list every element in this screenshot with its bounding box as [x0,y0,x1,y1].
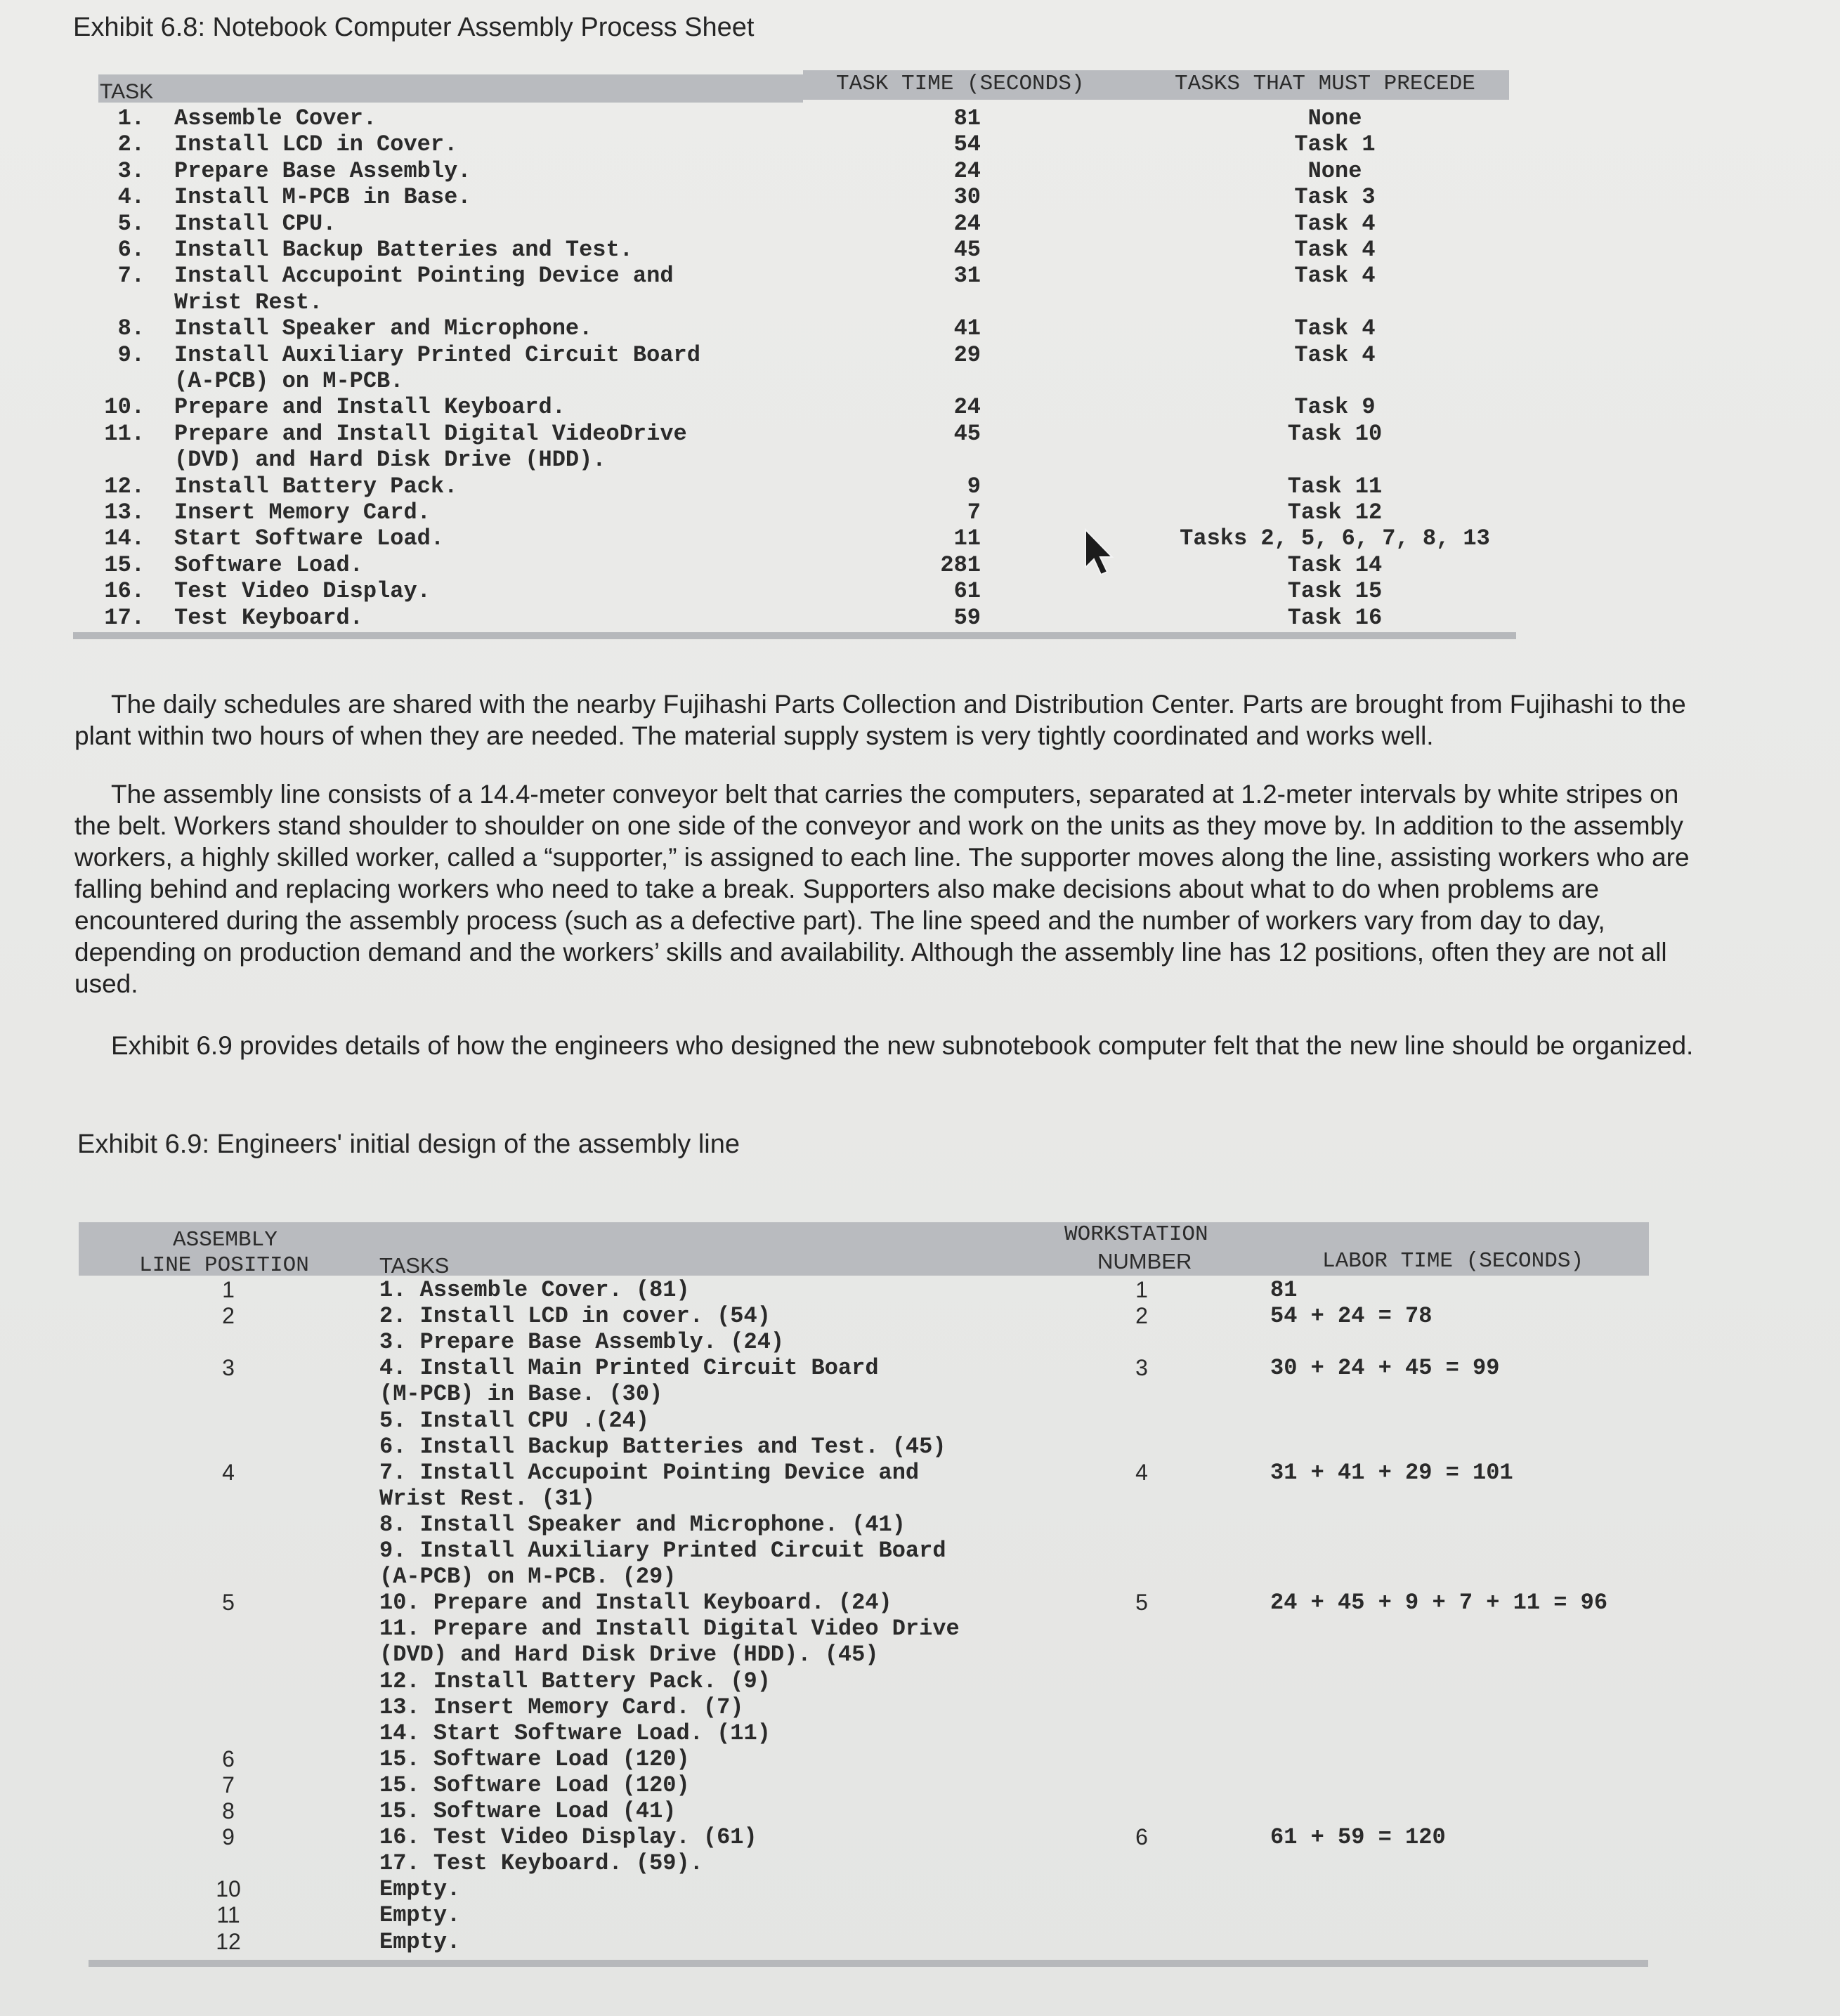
header-assembly: ASSEMBLY [173,1228,278,1252]
task-description: Insert Memory Card. [174,499,431,525]
table-bottom-rule [73,632,1516,639]
task-predecessors: Task 4 [1294,210,1376,237]
task-number: 6. [117,237,145,263]
task-number: 13. [104,499,145,525]
task-number: 17. [104,604,145,631]
exhibit-6-8-title: Exhibit 6.8: Notebook Computer Assembly Process Sheet [73,13,755,42]
paragraph-supply: The daily schedules are shared with the nearby Fujihashi Parts Collection and Distribution Center. Parts are brought from Fujihashi to the plant within two hours of when they are needed. The material supply system is very tightly coordinated and works well. [74,690,1686,750]
task-predecessors: Task 11 [1287,473,1383,499]
workstation-number: 5 [1135,1590,1148,1616]
line-position: 7 [222,1772,235,1798]
task-line: 16. Test Video Display. (61) [379,1824,757,1851]
task-description: Install Auxiliary Printed Circuit Board [174,341,700,368]
task-predecessors: Task 12 [1287,499,1383,525]
task-number: 14. [104,525,145,552]
task-number: 10. [104,394,145,421]
task-line: 11. Prepare and Install Digital Video Drive [379,1616,960,1642]
task-description: Install LCD in Cover. [174,131,458,158]
workstation-number: 1 [1135,1277,1148,1302]
task-predecessors: Task 14 [1287,551,1383,578]
task-line: 7. Install Accupoint Pointing Device and [379,1459,920,1486]
task-time: 24 [953,210,981,237]
task-line: 14. Start Software Load. (11) [379,1720,771,1746]
task-number: 2. [117,131,145,158]
header-line-position: LINE POSITION [139,1253,309,1278]
task-description: Install M-PCB in Base. [174,184,471,211]
task-description: (DVD) and Hard Disk Drive (HDD). [174,447,606,473]
task-number: 12. [104,473,145,499]
line-position: 1 [222,1277,235,1302]
task-time: 31 [953,263,981,289]
task-predecessors: Task 16 [1287,604,1383,631]
task-predecessors: None [1307,105,1362,131]
task-line: 8. Install Speaker and Microphone. (41) [379,1511,906,1538]
task-description: Install Accupoint Pointing Device and [174,263,674,289]
task-predecessors: Task 10 [1287,420,1383,447]
task-description: Start Software Load. [174,525,445,552]
task-number: 7. [117,263,145,289]
task-number: 4. [117,184,145,211]
task-line: 13. Insert Memory Card. (7) [379,1694,744,1720]
task-time: 81 [953,105,981,131]
labor-time: 61 + 59 = 120 [1270,1824,1446,1851]
task-time: 11 [953,525,981,552]
task-number: 3. [117,157,145,184]
task-time: 45 [953,420,981,447]
task-predecessors: None [1307,157,1362,184]
task-predecessors: Task 4 [1294,263,1376,289]
labor-time: 54 + 24 = 78 [1270,1303,1433,1330]
line-position: 2 [222,1303,235,1329]
task-line: (DVD) and Hard Disk Drive (HDD). (45) [379,1642,879,1668]
task-predecessors: Task 9 [1294,394,1376,421]
task-description: Assemble Cover. [174,105,377,131]
task-line: Empty. [379,1902,461,1929]
line-position: 3 [222,1355,235,1381]
exhibit-6-9-title: Exhibit 6.9: Engineers' initial design of the assembly line [77,1130,740,1159]
task-description: Install CPU. [174,210,337,237]
task-number: 5. [117,210,145,237]
task-line: 15. Software Load (120) [379,1746,690,1772]
task-number: 11. [104,420,145,447]
task-time: 281 [940,551,981,578]
line-position: 12 [216,1928,241,1954]
task-description: Install Backup Batteries and Test. [174,237,633,263]
task-line: 2. Install LCD in cover. (54) [379,1303,771,1330]
task-line: Empty. [379,1876,461,1903]
labor-time: 31 + 41 + 29 = 101 [1270,1459,1513,1486]
mouse-cursor-icon [1084,528,1116,577]
task-line: 15. Software Load (41) [379,1798,677,1824]
task-number: 16. [104,578,145,605]
task-line: 5. Install CPU .(24) [379,1407,650,1434]
task-predecessors: Task 4 [1294,341,1376,368]
task-time: 7 [967,499,981,525]
task-time: 41 [953,315,981,342]
line-position: 11 [216,1902,240,1928]
labor-time: 81 [1270,1277,1298,1303]
task-description: Prepare Base Assembly. [174,157,471,184]
task-line: 6. Install Backup Batteries and Test. (45) [379,1433,946,1460]
task-line: (A-PCB) on M-PCB. (29) [379,1564,677,1590]
task-number: 15. [104,551,145,578]
header-task: TASK [100,80,154,103]
task-line: 4. Install Main Printed Circuit Board [379,1355,879,1382]
paragraph-exhibit-intro: Exhibit 6.9 provides details of how the engineers who designed the new subnotebook computer felt that the new line should be organized. [111,1031,1694,1060]
task-number: 1. [117,105,145,131]
workstation-number: 6 [1135,1824,1148,1850]
paragraph-assembly-line: The assembly line consists of a 14.4-meter conveyor belt that carries the computers, separated at 1.2-meter intervals by white stripes on the belt. Workers stand shoulder to shoulder on one side of the conveyor and work on the units as they move by. In addition to the assembly workers, a highly skilled worker, called a “supporter,” is assigned to each line. The supporter moves along the line, assisting workers who are falling behind and replacing workers who need to take a break. Supporters also make decisions about what to do when problems are encountered during the assembly process (such as a defective part). The line speed and the number of workers vary from day to day, depending on production demand and the workers’ skills and availability. Although the assembly line has 12 positions, often they are not all used. [74,780,1690,998]
task-description: Install Battery Pack. [174,473,458,499]
task-line: 12. Install Battery Pack. (9) [379,1668,771,1694]
task-time: 61 [953,578,981,605]
task-predecessors: Task 15 [1287,578,1383,605]
header-labor-time: LABOR TIME (SECONDS) [1322,1249,1584,1274]
header-tasks: TASKS [379,1253,450,1278]
task-description: Prepare and Install Keyboard. [174,394,566,421]
task-predecessors: Tasks 2, 5, 6, 7, 8, 13 [1180,525,1490,552]
task-line: Wrist Rest. (31) [379,1485,596,1512]
task-description: Software Load. [174,551,363,578]
workstation-number: 3 [1135,1355,1148,1381]
task-description: Prepare and Install Digital VideoDrive [174,420,687,447]
header-number: NUMBER [1097,1249,1192,1274]
task-time: 30 [953,184,981,211]
task-description: Test Keyboard. [174,604,363,631]
task-predecessors: Task 4 [1294,315,1376,342]
task-number: 9. [117,341,145,368]
task-line: 15. Software Load (120) [379,1772,690,1798]
task-predecessors: Task 3 [1294,184,1376,211]
task-time: 54 [953,131,981,158]
line-position: 4 [222,1459,235,1485]
task-description: (A-PCB) on M-PCB. [174,368,404,394]
task-line: Empty. [379,1928,461,1955]
line-position: 10 [216,1876,241,1902]
task-predecessors: Task 1 [1294,131,1376,158]
task-time: 45 [953,237,981,263]
table-header-band [98,74,803,103]
task-line: (M-PCB) in Base. (30) [379,1381,663,1408]
workstation-number: 2 [1135,1303,1148,1329]
task-line: 17. Test Keyboard. (59). [379,1850,703,1877]
task-time: 9 [967,473,981,499]
header-workstation: WORKSTATION [1064,1222,1208,1247]
task-description: Test Video Display. [174,578,431,605]
task-line: 10. Prepare and Install Keyboard. (24) [379,1590,892,1616]
table-bottom-rule [89,1960,1648,1967]
line-position: 9 [222,1824,235,1850]
task-description: Install Speaker and Microphone. [174,315,593,342]
line-position: 6 [222,1746,235,1772]
task-time: 24 [953,157,981,184]
line-position: 5 [222,1590,235,1616]
line-position: 8 [222,1798,235,1824]
workstation-number: 4 [1135,1459,1148,1485]
task-time: 29 [953,341,981,368]
task-time: 59 [953,604,981,631]
header-tasks-must-precede: TASKS THAT MUST PRECEDE [1175,72,1475,96]
labor-time: 24 + 45 + 9 + 7 + 11 = 96 [1270,1590,1608,1616]
task-number: 8. [117,315,145,342]
task-predecessors: Task 4 [1294,237,1376,263]
labor-time: 30 + 24 + 45 = 99 [1270,1355,1500,1382]
header-task-time: TASK TIME (SECONDS) [836,72,1085,96]
task-line: 3. Prepare Base Assembly. (24) [379,1329,785,1356]
task-line: 9. Install Auxiliary Printed Circuit Board [379,1538,946,1564]
task-time: 24 [953,394,981,421]
task-line: 1. Assemble Cover. (81) [379,1277,690,1303]
task-description: Wrist Rest. [174,289,323,315]
